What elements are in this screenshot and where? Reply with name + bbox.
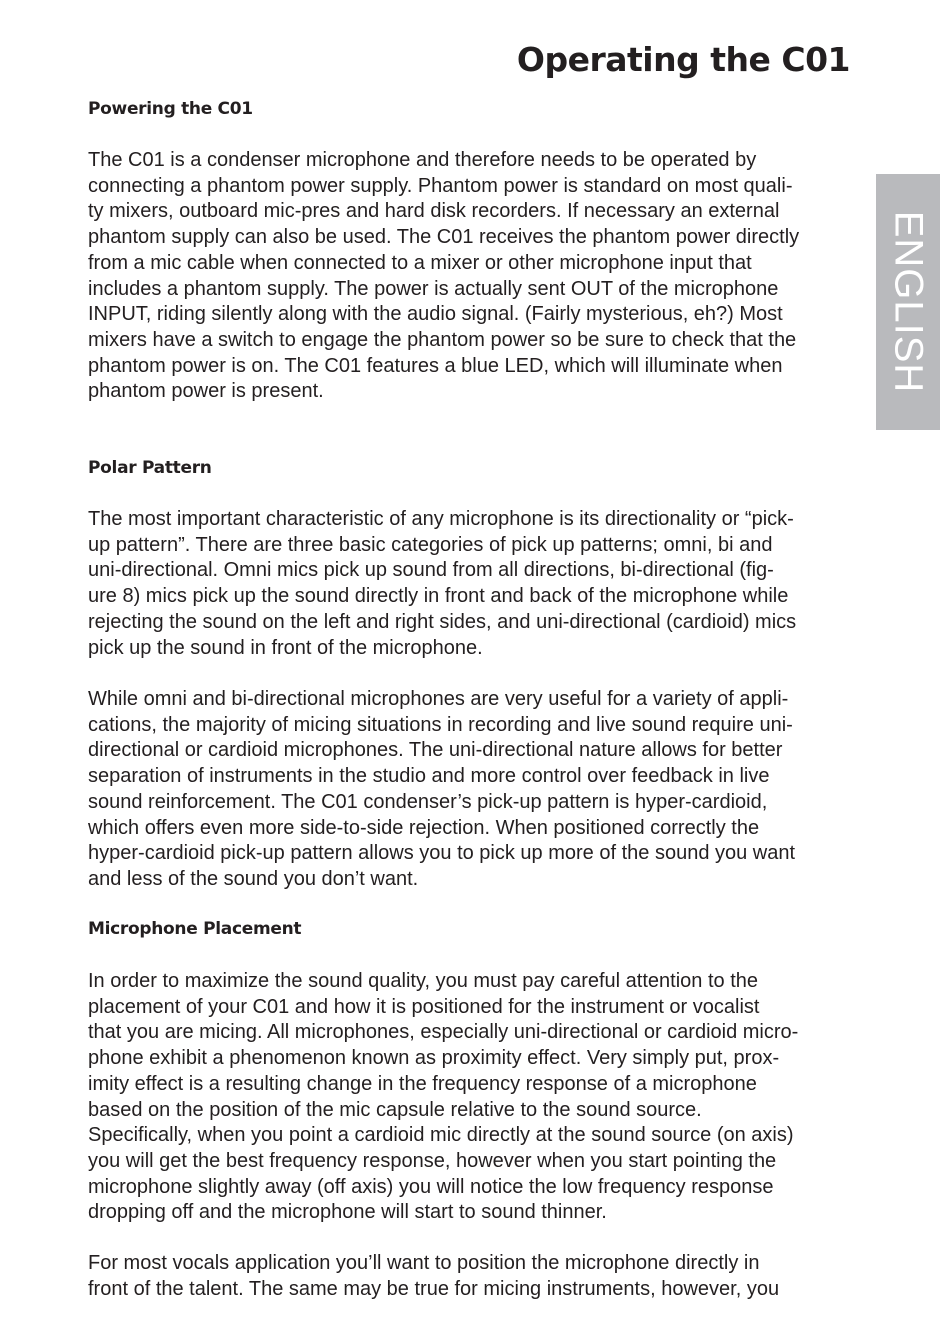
- text-line: includes a phantom supply. The power is actually sent OUT of the microphone: [88, 277, 779, 300]
- text-line: you will get the best frequency response, however when you start pointing the: [88, 1149, 777, 1172]
- text-line: and less of the sound you don’t want.: [88, 867, 419, 890]
- text-line: rejecting the sound on the left and right sides, and uni-directional (cardioid) mics: [88, 610, 797, 633]
- text-line: imity effect is a resulting change in the frequency response of a microphone: [88, 1072, 757, 1095]
- paragraph-polar-pattern-2: [88, 687, 795, 893]
- text-line: mixers have a switch to engage the phantom power so be sure to check that the: [88, 328, 797, 351]
- text-line: The C01 is a condenser microphone and therefore needs to be operated by: [88, 149, 757, 171]
- text-line: microphone slightly away (off axis) you will notice the low frequency response: [88, 1175, 774, 1198]
- text-line: dropping off and the microphone will start to sound thinner.: [88, 1201, 607, 1224]
- text-line: The most important characteristic of any microphone is its directionality or “pick-: [88, 508, 794, 530]
- text-line: hyper-cardioid pick-up pattern allows you to pick up more of the sound you want: [88, 842, 796, 865]
- paragraph-polar-pattern-1: [88, 507, 796, 661]
- language-tab-label: ENGLISH: [886, 210, 931, 394]
- paragraph-powering: [88, 148, 799, 405]
- page-title: Operating the C01: [516, 40, 850, 79]
- text-line: placement of your C01 and how it is positioned for the instrument or vocalist: [88, 995, 760, 1018]
- text-line: separation of instruments in the studio and more control over feedback in live: [88, 765, 770, 788]
- text-line: up pattern”. There are three basic categories of pick up patterns; omni, bi and: [88, 533, 773, 556]
- text-line: front of the talent. The same may be true for micing instruments, however, you: [88, 1277, 780, 1300]
- language-tab: [876, 174, 940, 430]
- section-heading-powering: Powering the C01: [88, 99, 253, 119]
- paragraph-placement-2: [88, 1251, 779, 1302]
- text-line: ty mixers, outboard mic-pres and hard disk recorders. If necessary an external: [88, 200, 780, 223]
- text-line: ure 8) mics pick up the sound directly in front and back of the microphone while: [88, 585, 789, 608]
- text-line: pick up the sound in front of the microphone.: [88, 636, 483, 659]
- text-line: cations, the majority of micing situations in recording and live sound require uni-: [88, 713, 793, 736]
- text-line: phone exhibit a phenomenon known as proximity effect. Very simply put, prox-: [88, 1047, 780, 1070]
- text-line: based on the position of the mic capsule relative to the sound source.: [88, 1098, 702, 1121]
- text-line: phantom supply can also be used. The C01 receives the phantom power directly: [88, 226, 800, 249]
- text-line: While omni and bi-directional microphones are very useful for a variety of appli-: [88, 688, 789, 710]
- text-line: For most vocals application you’ll want to position the microphone directly in: [88, 1252, 760, 1274]
- text-line: Specifically, when you point a cardioid mic directly at the sound source (on axis): [88, 1124, 794, 1147]
- text-line: connecting a phantom power supply. Phantom power is standard on most quali-: [88, 174, 793, 197]
- section-heading-microphone-placement: Microphone Placement: [88, 919, 302, 939]
- text-line: from a mic cable when connected to a mixer or other microphone input that: [88, 251, 752, 274]
- section-heading-polar-pattern: Polar Pattern: [88, 458, 212, 478]
- text-line: that you are micing. All microphones, especially uni-directional or cardioid micro-: [88, 1021, 799, 1044]
- paragraph-placement-1: [88, 969, 798, 1226]
- text-line: INPUT, riding silently along with the audio signal. (Fairly mysterious, eh?) Most: [88, 303, 783, 326]
- text-line: phantom power is on. The C01 features a blue LED, which will illuminate when: [88, 354, 783, 377]
- text-line: In order to maximize the sound quality, you must pay careful attention to the: [88, 970, 758, 992]
- text-line: phantom power is present.: [88, 380, 324, 403]
- text-line: sound reinforcement. The C01 condenser’s pick-up pattern is hyper-cardioid,: [88, 790, 768, 813]
- text-line: which offers even more side-to-side rejection. When positioned correctly the: [88, 816, 760, 839]
- text-line: directional or cardioid microphones. The uni-directional nature allows for better: [88, 739, 783, 762]
- text-line: uni-directional. Omni mics pick up sound from all directions, bi-directional (fig-: [88, 559, 774, 582]
